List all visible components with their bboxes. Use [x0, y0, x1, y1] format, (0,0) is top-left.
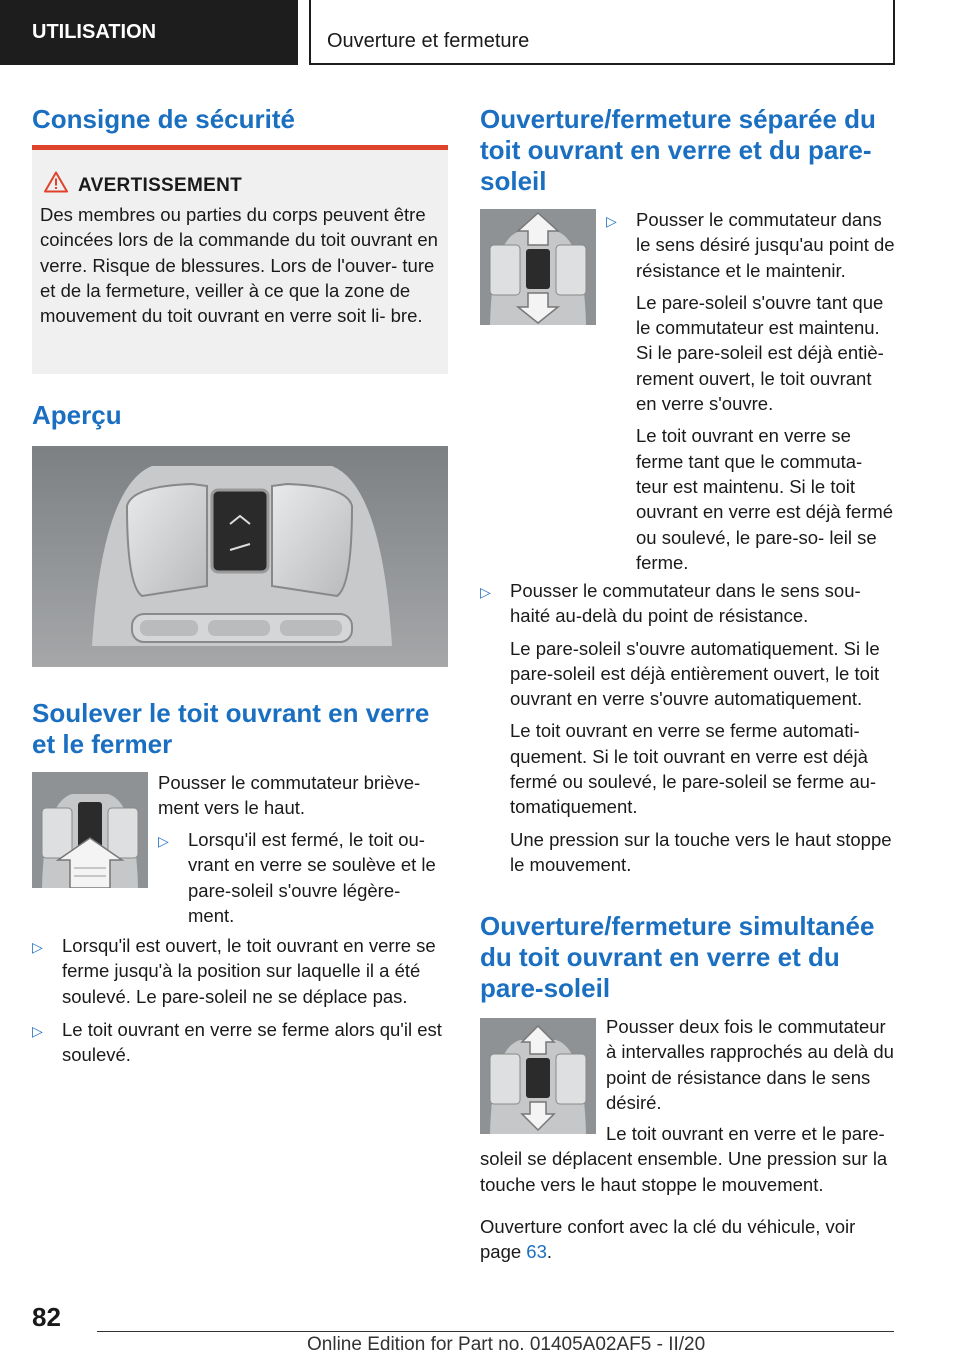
list-item	[32, 1017, 448, 1068]
separate-list-2	[480, 578, 896, 885]
list-item-subtext: Le toit ouvrant en verre se ferme automati- quement. Si le toit ouvrant en verre est déjà fermé ou soulevé, le pare-soleil se ferme au- tomatiquement.	[510, 720, 877, 818]
header-divider	[309, 0, 311, 65]
header-right-border	[893, 0, 895, 65]
warning-bar	[32, 145, 448, 150]
footer-rule	[97, 1331, 894, 1332]
lift-heading: Soulever le toit ouvrant en verre et le fermer	[32, 698, 430, 759]
simultaneous-text-1: Pousser deux fois le commutateur à intervalles rapprochés au delà du point de résistance dans le sens désiré.	[606, 1016, 894, 1113]
switch-updown-illustration	[480, 209, 596, 325]
overview-heading: Aperçu	[32, 400, 122, 430]
list-item-subtext: Le pare-soleil s'ouvre tant que le commutateur est maintenu. Si le pare-soleil est déjà entiè- rement ouvert, le toit ouvrant en verre s'ouvre.	[636, 291, 884, 415]
bullet-icon: ▷	[32, 939, 43, 955]
separate-heading: Ouverture/fermeture séparée du toit ouvrant en verre et du pare- soleil	[480, 104, 876, 196]
warning-box	[32, 145, 448, 374]
list-item	[158, 827, 448, 928]
section-tab	[0, 0, 298, 65]
simultaneous-text-2: Le toit ouvrant en verre et le pare- soleil se déplacent ensemble. Une pression sur la touche vers le haut stoppe le mouvement.	[480, 1123, 888, 1195]
simultaneous-heading: Ouverture/fermeture simultanée du toit ouvrant en verre et du pare-soleil	[480, 911, 875, 1003]
warning-title: AVERTISSEMENT	[78, 175, 243, 196]
overhead-console-photo	[32, 446, 448, 667]
lift-list-2	[32, 933, 448, 1075]
list-item-subtext: Le toit ouvrant en verre se ferme tant que le commuta- teur est maintenu. Si le toit ouvrant en verre est déjà fermé ou soulevé, le pare-so- leil se ferme.	[636, 425, 894, 573]
lift-intro: Pousser le commutateur briève- ment vers le haut.	[158, 772, 421, 819]
switch-double-illustration	[480, 1018, 596, 1134]
bullet-icon: ▷	[480, 584, 491, 600]
separate-list-1	[606, 207, 896, 583]
console-illustration	[32, 446, 448, 667]
list-item	[480, 578, 896, 877]
switch-updown-thumbnail	[480, 209, 596, 325]
page-reference-link[interactable]: 63	[526, 1241, 547, 1263]
comfort-text	[480, 1214, 896, 1265]
list-item	[32, 933, 448, 1009]
list-item-subtext: Une pression sur la touche vers le haut stoppe le mouvement.	[510, 828, 892, 875]
lift-list-1	[158, 827, 448, 936]
bullet-icon: ▷	[158, 833, 169, 849]
list-item-text: Lorsqu'il est ouvert, le toit ouvrant en verre se ferme jusqu'à la position sur laquelle il a été soulevé. Le pare-soleil ne se déplace pas.	[62, 935, 436, 1007]
switch-double-thumbnail	[480, 1018, 596, 1134]
comfort-text-end: .	[546, 1241, 553, 1263]
switch-up-thumbnail	[32, 772, 148, 888]
warning-text: Des membres ou parties du corps peuvent être coincées lors de la commande du toit ouvrant en verre. Risque de blessures. Lors de l'ouver- ture et de la fermeture, veiller à ce que la zone de mouvement du toit ouvrant en verre soit li- bre.	[40, 204, 438, 327]
header-underline	[309, 63, 895, 65]
list-item-text: Pousser le commutateur dans le sens désiré jusqu'au point de résistance et le maintenir.	[636, 209, 895, 281]
bullet-icon: ▷	[32, 1022, 43, 1039]
list-item	[606, 207, 896, 575]
topic-title: Ouverture et fermeture	[327, 30, 530, 52]
switch-up-illustration	[32, 772, 148, 888]
list-item-subtext: Le pare-soleil s'ouvre automatiquement. Si le pare-soleil est déjà entièrement ouvert, le toit ouvrant en verre s'ouvre automatiquement.	[510, 637, 880, 710]
warning-triangle-icon	[44, 171, 68, 193]
comfort-text-body: Ouverture confort avec la clé du véhicule, voir page	[480, 1216, 856, 1263]
section-title: UTILISATION	[32, 21, 157, 43]
edition-footer: Online Edition for Part no. 01405A02AF5 - II/20	[307, 1334, 706, 1355]
page-number: 82	[32, 1302, 61, 1332]
bullet-icon: ▷	[606, 213, 617, 229]
list-item-text: Le toit ouvrant en verre se ferme alors qu'il est soulevé.	[62, 1018, 442, 1066]
list-item-text: Pousser le commutateur dans le sens sou- haité au-delà du point de résistance.	[510, 580, 861, 627]
list-item-text: Lorsqu'il est fermé, le toit ou- vrant en verre se soulève et le pare-soleil s'ouvre légère- ment.	[188, 829, 436, 926]
safety-heading: Consigne de sécurité	[32, 104, 295, 134]
